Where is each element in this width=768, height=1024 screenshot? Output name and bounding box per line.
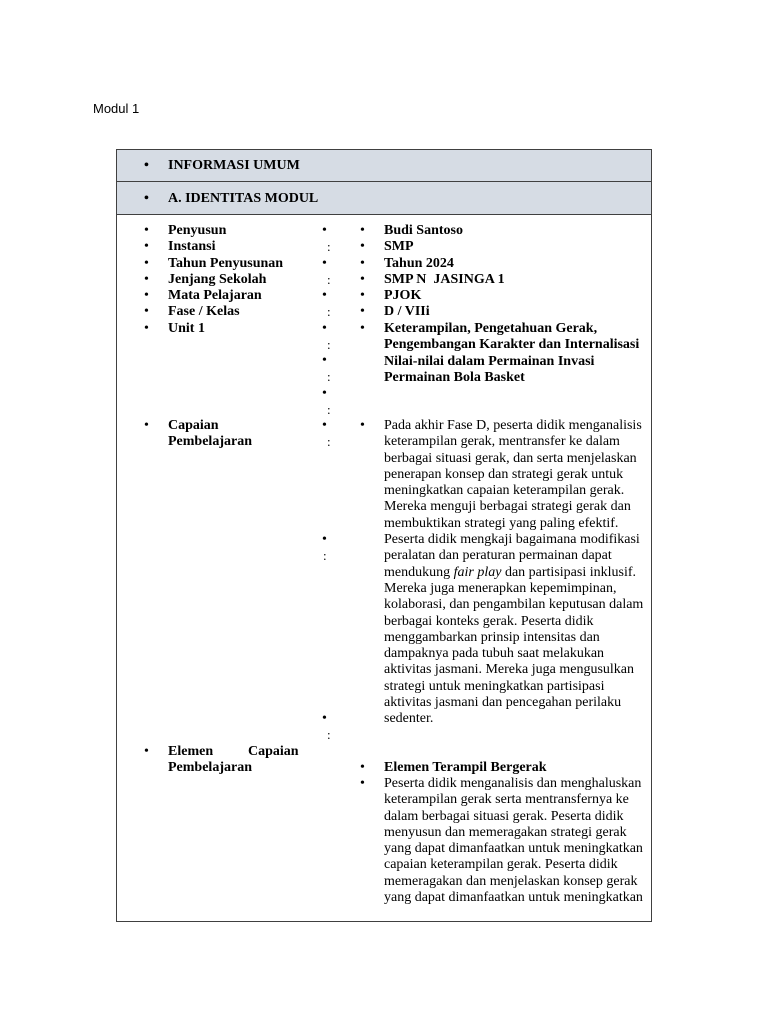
bullet: •: [322, 532, 327, 547]
bullet: •: [322, 321, 327, 336]
section-title: INFORMASI UMUM: [168, 158, 300, 173]
colon: :: [327, 337, 331, 352]
elemen-title: Elemen Terampil Bergerak: [384, 760, 547, 775]
bullet: •: [322, 418, 327, 433]
bullet: •: [322, 353, 327, 368]
label-fase-kelas: Fase / Kelas: [168, 304, 240, 319]
colon: :: [327, 239, 331, 254]
colon: :: [327, 369, 331, 384]
bullet: •: [144, 239, 149, 254]
value-mapel: PJOK: [384, 288, 422, 303]
bullet: •: [322, 223, 327, 238]
cp-text-part-2: dan partisipasi inklusif. Mereka juga menerapkan kepemimpinan, kolaborasi, dan pengambilan keputusan dalam berbagai konteks gerak. Peserta didik menggambarkan prinsip intensitas dan dampaknya pada tubuh saat melakukan aktivitas jasmani. Mereka juga mengusulkan strategi untuk meningkatkan partisipasi aktivitas jasmani dan pencegahan perilaku sedenter.: [384, 564, 644, 727]
bullet: •: [144, 304, 149, 319]
page-header: Modul 1: [93, 101, 140, 116]
bullet: •: [360, 256, 365, 271]
bullet: •: [360, 776, 365, 791]
colon: :: [327, 727, 331, 742]
bullet: •: [322, 288, 327, 303]
bullet: •: [144, 418, 149, 433]
bullet: •: [144, 321, 149, 336]
label-capaian: Capaian: [248, 744, 299, 759]
label-mata-pelajaran: Mata Pelajaran: [168, 288, 262, 303]
section-band-informasi-umum: [117, 150, 651, 182]
colon: :: [327, 434, 331, 449]
colon: :: [327, 402, 331, 417]
bullet: •: [360, 304, 365, 319]
bullet: •: [144, 256, 149, 271]
bullet: •: [360, 418, 365, 433]
bullet: •: [322, 256, 327, 271]
label-tahun-penyusunan: Tahun Penyusunan: [168, 256, 284, 271]
bullet: •: [144, 272, 149, 287]
value-jenjang: SMP N JASINGA 1: [384, 272, 505, 287]
module-table: [116, 149, 652, 922]
value-instansi: SMP: [384, 239, 414, 254]
bullet: •: [144, 191, 149, 206]
bullet: •: [360, 760, 365, 775]
label-pembelajaran: Pembelajaran: [168, 760, 252, 775]
bullet: •: [360, 223, 365, 238]
value-fase: D / VIIi: [384, 304, 430, 319]
bullet: •: [144, 158, 149, 173]
bullet: •: [322, 386, 327, 401]
bullet: •: [144, 288, 149, 303]
elemen-text: Peserta didik menganalisis dan menghaluskan keterampilan gerak serta mentransfernya ke dalam berbagai situasi gerak. Peserta didik menyusun dan memeragakan strategi gerak yang dapat dimanfaatkan untuk meningkatkan capaian keterampilan gerak. Peserta didik memeragakan dan menjelaskan konsep gerak yang dapat dimanfaatkan untuk meningkatkan: [384, 776, 643, 906]
section-title: A. IDENTITAS MODUL: [168, 191, 319, 206]
bullet: •: [360, 288, 365, 303]
value-unit: Keterampilan, Pengetahuan Gerak, Pengembangan Karakter dan Internalisasi Nilai-nilai dalam Permainan Invasi Permainan Bola Basket: [384, 321, 640, 385]
cp-italic-fair-play: fair play: [453, 564, 502, 580]
colon: :: [327, 272, 331, 287]
label-unit-1: Unit 1: [168, 321, 205, 336]
cp-text-part-1: Pada akhir Fase D, peserta didik menganalisis keterampilan gerak, mentransfer ke dalam berbagai situasi gerak, dan serta menjelaskan penerapan konsep dan strategi gerak untuk meningkatkan capaian keterampilan gerak. Mereka menguji berbagai strategi gerak dan membuktikan strategi yang paling efektif. Peserta didik mengkaji bagaimana modifikasi peralatan dan peraturan permainan dapat mendukung: [384, 418, 642, 580]
bullet: •: [144, 223, 149, 238]
label-jenjang-sekolah: Jenjang Sekolah: [168, 272, 267, 287]
value-penyusun: Budi Santoso: [384, 223, 463, 238]
bullet: •: [360, 321, 365, 336]
bullet: •: [322, 711, 327, 726]
colon: :: [323, 548, 327, 563]
label-penyusun: Penyusun: [168, 223, 227, 238]
section-band-identitas-modul: [117, 182, 651, 215]
label-instansi: Instansi: [168, 239, 216, 254]
bullet: •: [360, 272, 365, 287]
capaian-pembelajaran-text: [384, 418, 646, 728]
bullet: •: [360, 239, 365, 254]
label-elemen: Elemen: [168, 744, 214, 759]
label-capaian-pembelajaran: Capaian Pembelajaran: [168, 418, 252, 450]
colon: :: [327, 304, 331, 319]
bullet: •: [144, 744, 149, 759]
value-tahun: Tahun 2024: [384, 256, 454, 271]
